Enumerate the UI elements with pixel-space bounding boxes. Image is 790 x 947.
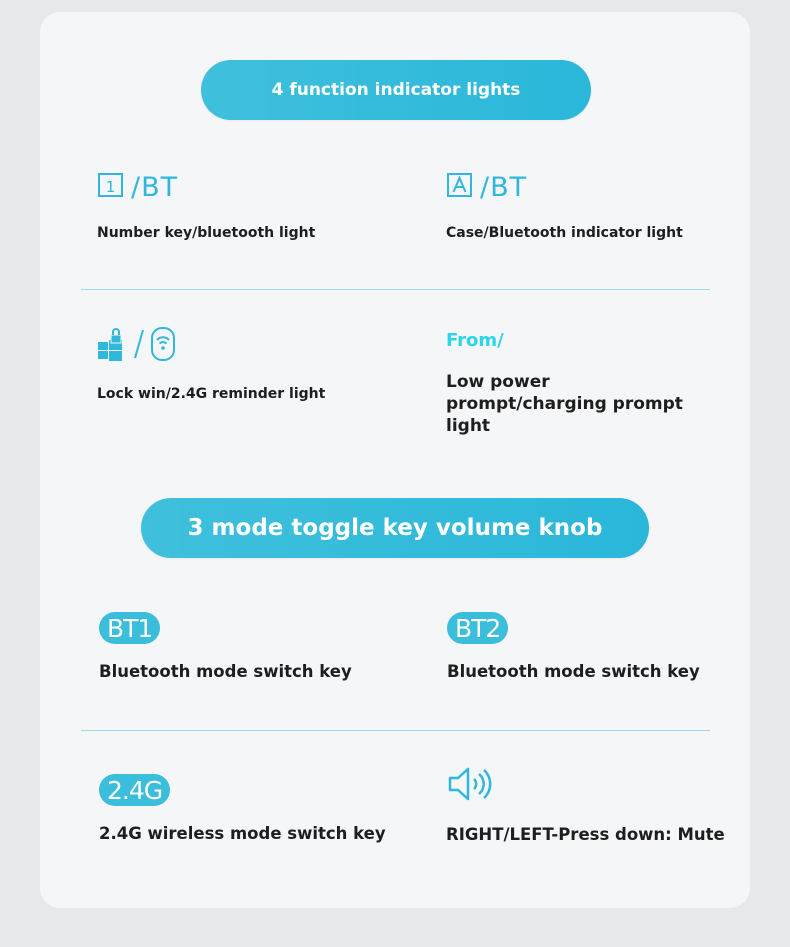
mode-label: Bluetooth mode switch key — [447, 662, 700, 681]
divider — [81, 289, 710, 290]
feature-card — [40, 12, 750, 908]
bt2-badge: BT2 — [447, 612, 508, 644]
mode-item-bt2 — [447, 612, 700, 681]
indicator-item-lock-win — [97, 328, 325, 402]
divider — [81, 730, 710, 731]
mode-item-2-4g — [99, 774, 386, 843]
wireless-dongle-icon — [149, 327, 177, 365]
mode-label: RIGHT/LEFT-Press down: Mute — [446, 825, 725, 844]
speaker-volume-icon — [446, 764, 725, 804]
section-title-indicator-lights: 4 function indicator lights — [201, 60, 591, 120]
mode-label: 2.4G wireless mode switch key — [99, 824, 386, 843]
indicator-label: Low power prompt/charging prompt light — [446, 372, 683, 436]
indicator-label: Number key/bluetooth light — [97, 225, 316, 241]
indicator-label: Case/Bluetooth indicator light — [446, 225, 683, 241]
section-title-mode-toggle: 3 mode toggle key volume knob — [141, 498, 649, 558]
indicator-item-low-power — [446, 330, 716, 437]
slash-separator — [133, 327, 145, 365]
bt1-badge: BT1 — [99, 612, 160, 644]
slash-bt-text: /BT — [480, 171, 528, 203]
svg-text:1: 1 — [105, 178, 116, 196]
indicator-item-case — [446, 170, 683, 241]
number-key-1-icon — [97, 171, 125, 203]
indicator-label: Lock win/2.4G reminder light — [97, 386, 326, 402]
from-text: From/ — [446, 330, 504, 351]
windows-lock-icon — [97, 327, 127, 365]
mode-label: Bluetooth mode switch key — [99, 662, 352, 681]
2-4g-badge: 2.4G — [99, 774, 170, 806]
mode-item-bt1 — [99, 612, 352, 681]
slash-bt-text: /BT — [131, 171, 179, 203]
mode-item-volume-knob — [446, 764, 725, 844]
case-a-key-icon — [446, 171, 474, 203]
indicator-item-number-key — [97, 170, 315, 241]
